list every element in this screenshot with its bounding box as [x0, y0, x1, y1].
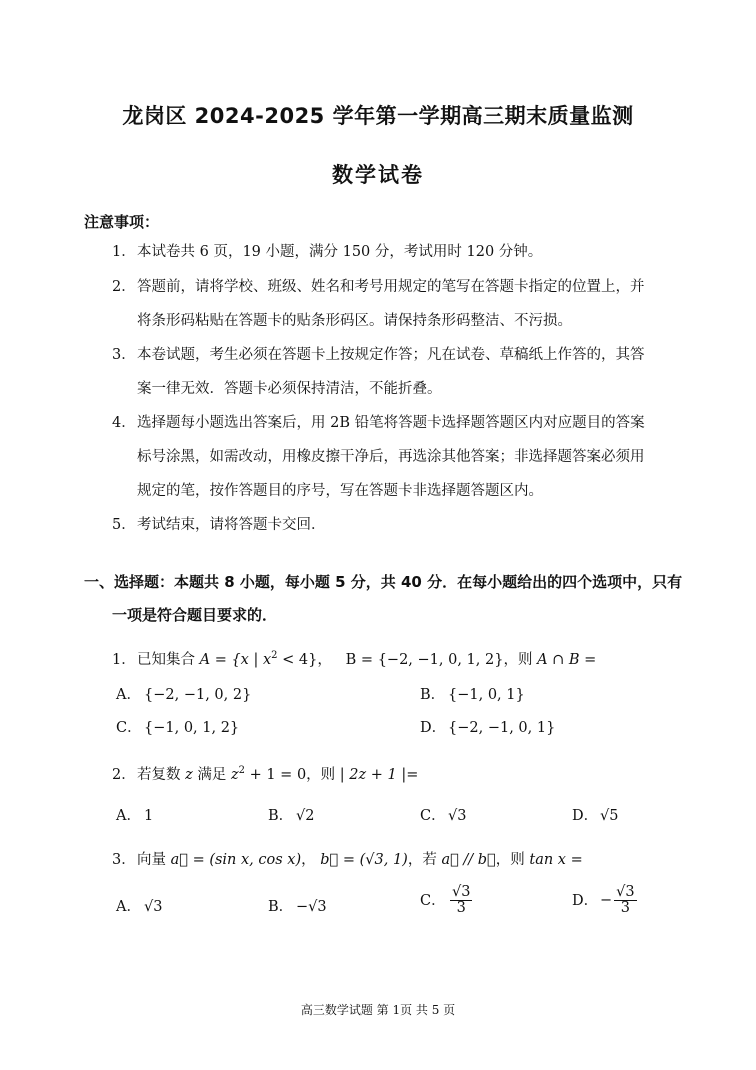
- question-1-option-a: A． {−2, −1, 0, 2}: [116, 687, 252, 703]
- note-item: 2．答题前，请将学校、班级、姓名和考号用规定的笔写在答题卡指定的位置上，并: [112, 279, 645, 295]
- section-heading: 一、选择题：本题共 8 小题，每小题 5 分，共 40 分．在每小题给出的四个选项中，只有: [84, 573, 683, 591]
- fraction: $\frac{√3}{3}$: [452, 884, 471, 916]
- section-heading-continuation: 一项是符合题目要求的．: [112, 606, 278, 624]
- question-2-option-d: D． √5: [572, 808, 619, 824]
- question-2-option-b: B． √2: [268, 808, 315, 824]
- question-2-option-c: C． √3: [420, 808, 467, 824]
- notes-heading: 注意事项：: [84, 213, 160, 231]
- question-1-option-c: C． {−1, 0, 1, 2}: [116, 720, 240, 736]
- note-item-continuation: 标号涂黑，如需改动，用橡皮擦干净后，再选涂其他答案；非选择题答案必须用: [137, 449, 645, 465]
- question-3-option-c: C． $\frac{√3}{3}$: [420, 884, 471, 916]
- note-item-continuation: 规定的笔，按作答题目的序号，写在答题卡非选择题答题区内。: [137, 483, 543, 499]
- question-1-stem: 1．已知集合 A = {x | $x^2 < 4$}， B = {−2, −1, 0, 1, 2}，则 A ∩ B =: [112, 650, 597, 668]
- question-2-stem: 2．若复数 z 满足 $z^2 + 1 = 0$，则 | 2z + 1 |=: [112, 765, 419, 783]
- question-2-option-a: A． 1: [116, 808, 154, 824]
- question-3-option-a: A． √3: [116, 899, 163, 915]
- exam-subtitle: 数学试卷: [332, 162, 424, 187]
- question-3-stem: 3．向量 a⃗ = (sin x, cos x)， b⃗ = (√3, 1)，若 a⃗ // b⃗，则 tan x =: [112, 852, 583, 868]
- note-item: 1．本试卷共 6 页，19 小题，满分 150 分，考试用时 120 分钟。: [112, 244, 543, 260]
- fraction: $\frac{√3}{3}$: [616, 884, 635, 916]
- question-3-option-d: D． − $\frac{√3}{3}$: [572, 884, 635, 916]
- question-1-option-d: D． {−2, −1, 0, 1}: [420, 720, 556, 736]
- question-3-option-b: B． −√3: [268, 899, 327, 915]
- note-item-continuation: 案一律无效．答题卡必须保持清洁，不能折叠。: [137, 381, 442, 397]
- question-1-option-b: B． {−1, 0, 1}: [420, 687, 525, 703]
- note-item: 5．考试结束，请将答题卡交回．: [112, 517, 326, 533]
- exam-title: 龙岗区 2024-2025 学年第一学期高三期末质量监测: [122, 104, 634, 128]
- page-footer: 高三数学试题 第 1页 共 5 页: [300, 1003, 456, 1017]
- note-item-continuation: 将条形码粘贴在答题卡的贴条形码区。请保持条形码整洁、不污损。: [137, 313, 572, 329]
- note-item: 3．本卷试题，考生必须在答题卡上按规定作答；凡在试卷、草稿纸上作答的，其答: [112, 347, 645, 363]
- note-item: 4．选择题每小题选出答案后，用 2B 铅笔将答题卡选择题答题区内对应题目的答案: [112, 415, 645, 431]
